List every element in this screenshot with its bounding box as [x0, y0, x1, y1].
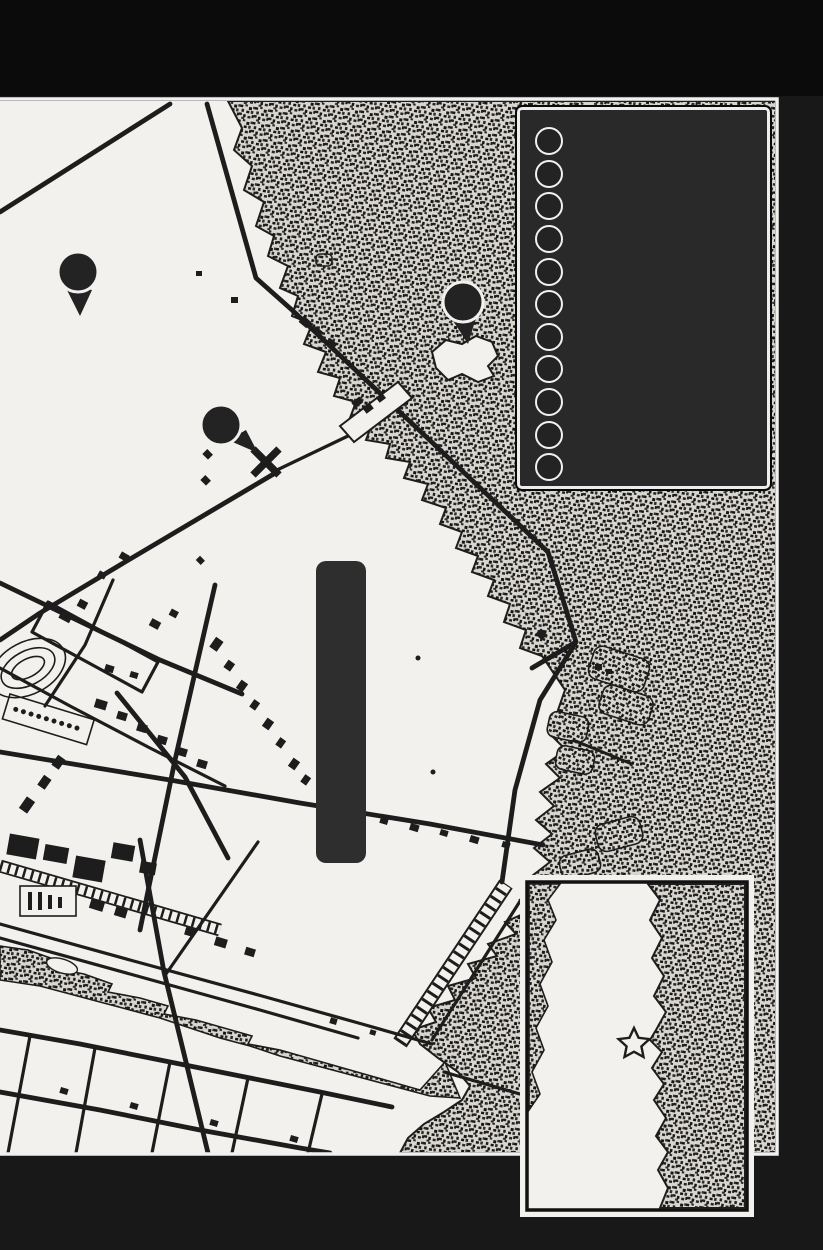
- inset-map: [520, 875, 754, 1217]
- legend-item: [535, 255, 767, 288]
- legend-number-badge: [535, 323, 563, 351]
- lovers-cape: [432, 336, 498, 382]
- legend-number-badge: [535, 421, 563, 449]
- legend-item: [535, 386, 767, 419]
- legend-item: [535, 321, 767, 354]
- legend-number-badge: [535, 453, 563, 481]
- building-block: [20, 886, 76, 916]
- legend-item: [535, 190, 767, 223]
- legend-number-badge: [535, 225, 563, 253]
- legend-item: [535, 451, 767, 484]
- fault-annotation: [316, 561, 366, 863]
- legend-item: [535, 223, 767, 256]
- legend-item: [535, 418, 767, 451]
- legend-number-badge: [535, 160, 563, 188]
- map-legend: [517, 107, 770, 489]
- legend-number-badge: [535, 290, 563, 318]
- legend-item: [535, 353, 767, 386]
- legend-item: [535, 125, 767, 158]
- legend-item: [535, 158, 767, 191]
- legend-number-badge: [535, 388, 563, 416]
- title-bar: [0, 0, 823, 96]
- legend-number-badge: [535, 355, 563, 383]
- legend-number-badge: [535, 192, 563, 220]
- legend-number-badge: [535, 127, 563, 155]
- legend-number-badge: [535, 258, 563, 286]
- legend-item: [535, 288, 767, 321]
